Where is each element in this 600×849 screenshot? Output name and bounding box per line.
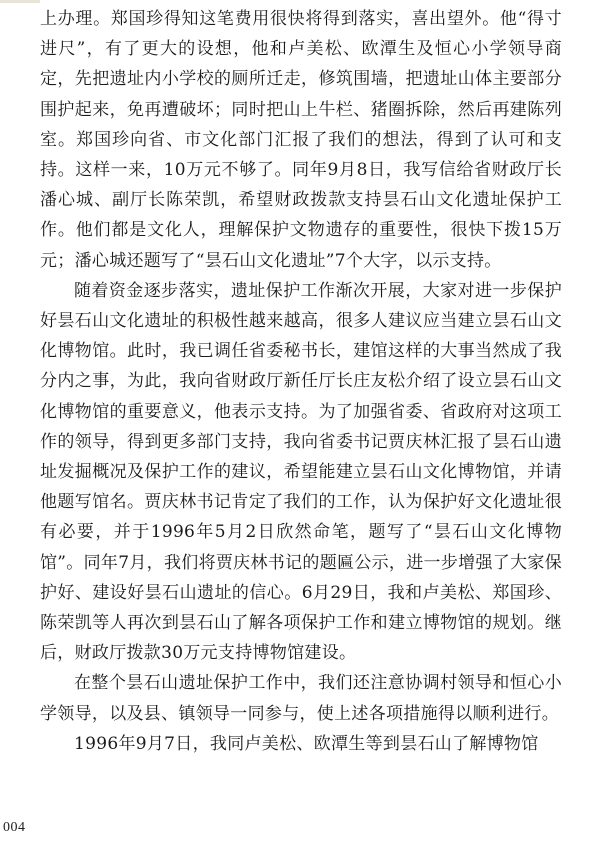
paragraph-museum-proposal: 随着资金逐步落实，遗址保护工作渐次开展，大家对进一步保护好昙石山文化遗址的积极性越来越高，很多人建议应当建立昙石山文化博物馆。此时，我已调任省委秘书长，建馆这样的大事当然成了我分内之事，为此，我向省财政厅新任厅长庄友松介绍了设立昙石山文化博物馆的重要意义，他表示支持。为了加强省委、省政府对这项工作的领导，得到更多部门支持，我向省委书记贾庆林汇报了昙石山遗址发掘概况及保护工作的建议，希望能建立昙石山文化博物馆，并请他题写馆名。贾庆林书记肯定了我们的工作，认为保护好文化遗址很有必要，并于1996年5月2日欣然命笔，题写了“昙石山文化博物馆”。同年7月，我们将贾庆林书记的题匾公示，进一步增强了大家保护好、建设好昙石山遗址的信心。6月29日，我和卢美松、郑国珍、陈荣凯等人再次到昙石山了解各项保护工作和建立博物馆的规划。继后，财政厅拨款30万元支持博物馆建设。 xyxy=(40,280,562,664)
page-edge-mark xyxy=(0,0,40,3)
page-number: 004 xyxy=(3,820,26,835)
paragraph-visit-1996: 1996年9月7日，我同卢美松、欧潭生等到昙石山了解博物馆 xyxy=(74,733,539,754)
paragraph-continued: 上办理。郑国珍得知这笔费用很快将得到落实，喜出望外。他“得寸进尺”，有了更大的设想，他和卢美松、欧潭生及恒心小学领导商定，先把遗址内小学校的厕所迁走，修筑围墙，把遗址山体主要部分围护起来，免再遭破坏；同时把山上牛栏、猪圈拆除，然后再建陈列室。郑国珍向省、市文化部门汇报了我们的想法，得到了认可和支持。这样一来，10万元不够了。同年9月8日，我写信给省财政厅长潘心城、副厅长陈荣凯，希望财政拨款支持昙石山文化遗址保护工作。他们都是文化人，理解保护文物遗存的重要性，很快下拨15万元；潘心城还题写了“昙石山文化遗址”7个大字，以示支持。 xyxy=(40,9,562,271)
paragraph-coordination: 在整个昙石山遗址保护工作中，我们还注意协调村领导和恒心小学领导，以及县、镇领导一同参与，使上述各项措施得以顺利进行。 xyxy=(40,673,562,724)
body-text xyxy=(40,4,562,759)
